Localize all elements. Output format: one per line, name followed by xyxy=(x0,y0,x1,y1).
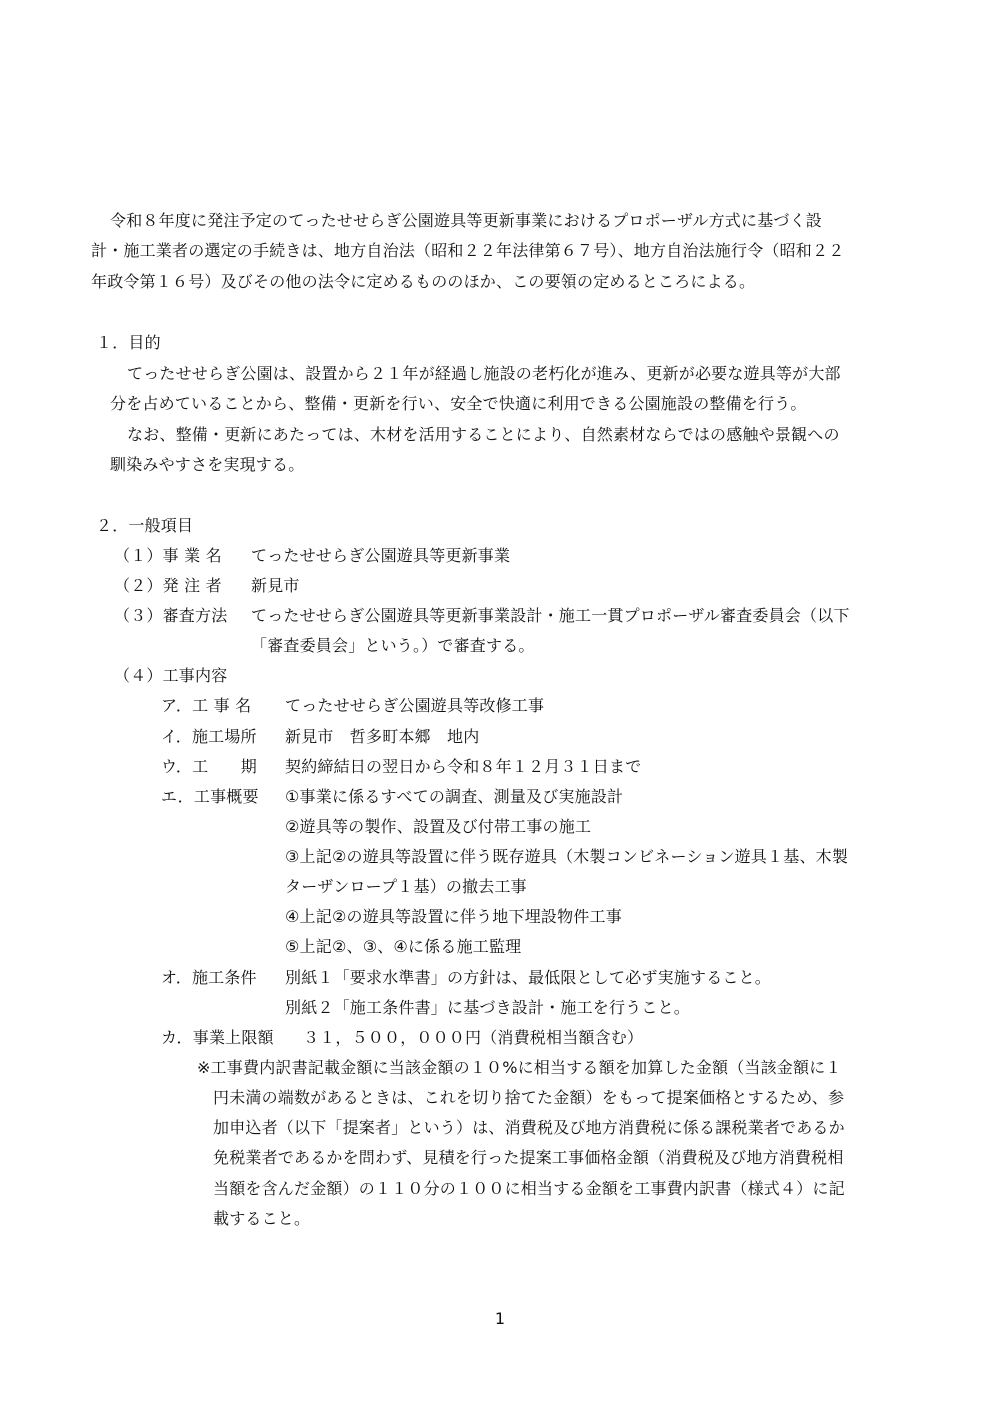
item-review-method-value: てったせせらぎ公園遊具等更新事業設計・施工一貫プロポーザル審査委員会（以下 xyxy=(251,606,850,625)
item-review-method-label: （３）審査方法 xyxy=(114,606,228,625)
budget-note-line-4: 免税業者であるかを問わず、見積を行った提案工事価格金額（消費税及び地方消費税相 xyxy=(213,1148,844,1167)
work-overview-line-6: ⑤上記②、③、④に係る施工監理 xyxy=(285,937,522,956)
section-heading-purpose: １．目的 xyxy=(96,333,161,352)
purpose-line-2: 分を占めていることから、整備・更新を行い、安全で快適に利用できる公園施設の整備を行う。 xyxy=(110,394,807,413)
budget-note-line-6: 載すること。 xyxy=(213,1209,311,1228)
work-conditions-line-1: 別紙１「要求水準書」の方針は、最低限として必ず実施すること。 xyxy=(285,968,772,987)
intro-line-2: 計・施工業者の選定の手続きは、地方自治法（昭和２２年法律第６７号）、地方自治法施行令（昭和２２ xyxy=(91,241,845,260)
budget-note-line-5: 当額を含んだ金額）の１１０分の１００に相当する金額を工事費内訳書（様式４）に記 xyxy=(213,1179,845,1198)
purpose-line-1: てったせせらぎ公園は、設置から２１年が経過し施設の老朽化が進み、更新が必要な遊具等が大部 xyxy=(127,364,841,383)
work-name-label: ア．工 事 名 xyxy=(161,696,252,715)
purpose-line-3: なお、整備・更新にあたっては、木材を活用することにより、自然素材ならではの感触や景観への xyxy=(127,425,840,444)
work-overview-line-3: ③上記②の遊具等設置に伴う既存遊具（木製コンビネーション遊具１基、木製 xyxy=(285,847,849,866)
budget-note-line-2: 円未満の端数があるときは、これを切り捨てた金額）をもって提案価格とするため、参 xyxy=(213,1088,845,1107)
budget-note-line-1: ※工事費内訳書記載金額に当該金額の１０%に相当する額を加算した金額（当該金額に１ xyxy=(197,1058,842,1077)
work-overview-label: エ．工事概要 xyxy=(161,787,259,806)
work-overview-line-4: ターザンロープ１基）の撤去工事 xyxy=(285,877,527,896)
budget-cap-value: ３１，５００，０００円（消費税相当額含む） xyxy=(303,1028,644,1047)
item-orderer-label: （２）発 注 者 xyxy=(114,576,222,595)
intro-line-3: 年政令第１６号）及びその他の法令に定めるもののほか、この要領の定めるところによる。 xyxy=(91,272,756,291)
work-conditions-label: オ．施工条件 xyxy=(161,968,257,987)
work-overview-line-5: ④上記②の遊具等設置に伴う地下埋設物件工事 xyxy=(285,907,622,926)
intro-line-1: 令和８年度に発注予定のてったせせらぎ公園遊具等更新事業におけるプロポーザル方式に基づく設 xyxy=(110,211,823,230)
item-review-method-value-cont: 「審査委員会」という。）で審査する。 xyxy=(251,636,535,655)
work-overview-line-1: ①事業に係るすべての調査、測量及び実施設計 xyxy=(285,787,624,806)
page-number: 1 xyxy=(494,1309,506,1328)
budget-note-line-3: 加申込者（以下「提案者」という）は、消費税及び地方消費税に係る課税業者であるか xyxy=(213,1118,845,1137)
section-heading-general: ２．一般項目 xyxy=(96,516,194,535)
item-work-content-label: （４）工事内容 xyxy=(114,666,228,685)
work-period-label: ウ．工 期 xyxy=(161,757,257,776)
purpose-line-4: 馴染みやすさを実現する。 xyxy=(110,455,305,474)
work-location-label: イ．施工場所 xyxy=(161,727,257,746)
work-period-value: 契約締結日の翌日から令和８年１２月３１日まで xyxy=(285,757,642,776)
work-conditions-line-2: 別紙２「施工条件書」に基づき設計・施工を行うこと。 xyxy=(285,998,691,1017)
budget-cap-label: カ．事業上限額 xyxy=(161,1028,274,1047)
work-location-value: 新見市 哲多町本郷 地内 xyxy=(285,727,480,746)
item-business-name-label: （１）事 業 名 xyxy=(114,546,222,565)
item-orderer-value: 新見市 xyxy=(251,576,300,595)
item-business-name-value: てったせせらぎ公園遊具等更新事業 xyxy=(251,546,511,565)
work-overview-line-2: ②遊具等の製作、設置及び付帯工事の施工 xyxy=(285,817,592,836)
work-name-value: てったせせらぎ公園遊具等改修工事 xyxy=(285,696,545,715)
